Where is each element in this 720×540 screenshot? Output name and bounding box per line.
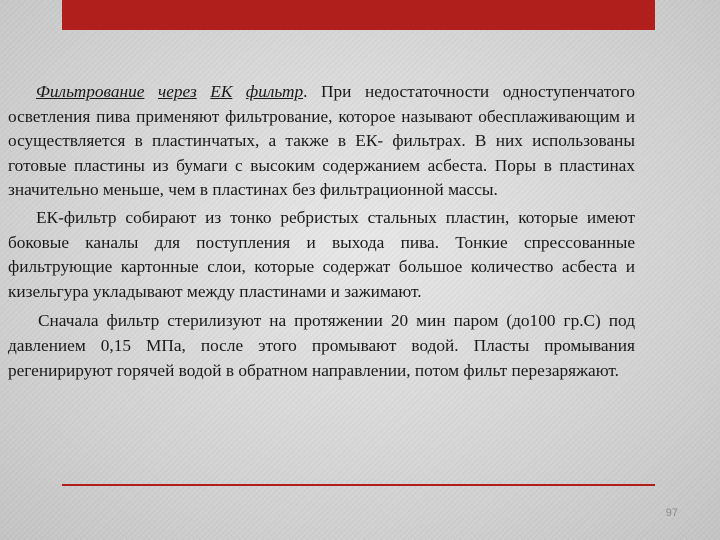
paragraph-sterilization: Сначала фильтр стерилизуют на протяжении 20 мин паром (до100 гр.С) под давлением 0,15 МПа, после этого промывают водой. Пласты промывания регенирируют горячей водой в обратном направлении, потом фильт перезаряжают. [8,311,635,380]
footer-accent-line [62,484,655,486]
slide-body [8,80,635,383]
term-ek: ЕК [210,82,233,101]
paragraph1-text: . При недостаточности одноступенчатого осветления пива применяют фильтрование, которое называют обесплаживающим и осуществляется в пластинчатых, а также в ЕК- фильтрах. В них использованы готовые пластины из бумаги с высоким содержанием асбеста. Поры в пластинах значительно меньше, чем в пластинах без фильтрационной массы. [8,82,635,200]
term-filtration: Фильтрование [36,82,145,101]
term-filter: фильтр [245,82,304,101]
paragraph-ek-filter-assembly: ЕК-фильтр собирают из тонко ребристых стальных пластин, которые имеют боковые каналы для поступления и выхода пива. Тонкие спрессованные фильтрующие картонные слои, которые содержат большое количество асбеста и кизельгура укладывают между пластинами и зажимают. [8,207,635,301]
header-accent-bar [62,0,655,30]
term-through: через [157,82,197,101]
page-number: 97 [665,507,678,519]
paragraph-filtration-intro [8,80,635,203]
